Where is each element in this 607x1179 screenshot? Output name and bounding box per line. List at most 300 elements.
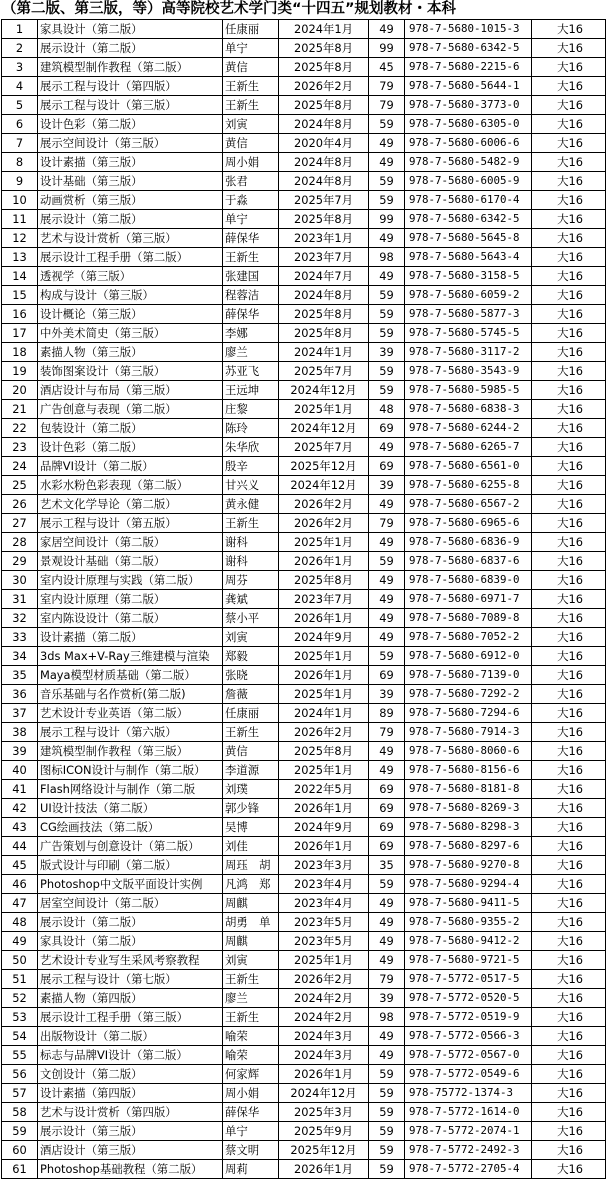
- book-format: 大16: [532, 286, 606, 305]
- book-author: 张晓: [223, 666, 279, 685]
- book-author: 单宁: [223, 1122, 279, 1141]
- book-title: 包装设计（第二版）: [38, 419, 223, 438]
- publish-date: 2025年12月: [279, 1141, 369, 1160]
- book-title: 展示设计（第二版）: [38, 39, 223, 58]
- table-row: [2, 989, 606, 1008]
- row-number: 34: [2, 647, 38, 666]
- publish-date: 2026年2月: [279, 514, 369, 533]
- book-price: 89: [369, 704, 405, 723]
- book-isbn: 978-7-5680-5745-5: [405, 324, 532, 343]
- publish-date: 2025年1月: [279, 533, 369, 552]
- book-author: 胡勇 单: [223, 913, 279, 932]
- publish-date: 2026年1月: [279, 609, 369, 628]
- book-isbn: 978-7-5680-6837-6: [405, 552, 532, 571]
- publish-date: 2025年9月: [279, 1122, 369, 1141]
- book-isbn: 978-7-5680-7292-2: [405, 685, 532, 704]
- book-format: 大16: [532, 1103, 606, 1122]
- publish-date: 2025年3月: [279, 1103, 369, 1122]
- table-row: [2, 324, 606, 343]
- row-number: 22: [2, 419, 38, 438]
- book-price: 69: [369, 799, 405, 818]
- book-title: Photoshop中文版平面设计实例: [38, 875, 223, 894]
- book-format: 大16: [532, 77, 606, 96]
- book-price: 49: [369, 628, 405, 647]
- row-number: 49: [2, 932, 38, 951]
- book-price: 59: [369, 1122, 405, 1141]
- publish-date: 2024年9月: [279, 628, 369, 647]
- publish-date: 2024年2月: [279, 1008, 369, 1027]
- table-row: [2, 248, 606, 267]
- row-number: 39: [2, 742, 38, 761]
- book-title: Photoshop基础教程（第二版）: [38, 1160, 223, 1179]
- table-row: [2, 96, 606, 115]
- book-author: 程蓉洁: [223, 286, 279, 305]
- book-format: 大16: [532, 1008, 606, 1027]
- table-row: [2, 39, 606, 58]
- publish-date: 2023年4月: [279, 894, 369, 913]
- book-format: 大16: [532, 894, 606, 913]
- publish-date: 2023年5月: [279, 913, 369, 932]
- book-title: 展示工程与设计（第三版）: [38, 96, 223, 115]
- book-title: 装饰图案设计（第三版）: [38, 362, 223, 381]
- book-format: 大16: [532, 875, 606, 894]
- book-format: 大16: [532, 305, 606, 324]
- book-author: 周麒: [223, 932, 279, 951]
- book-isbn: 978-7-5680-6006-6: [405, 134, 532, 153]
- book-title: 设计素描（第三版）: [38, 153, 223, 172]
- row-number: 61: [2, 1160, 38, 1179]
- book-format: 大16: [532, 134, 606, 153]
- book-isbn: 978-7-5680-6244-2: [405, 419, 532, 438]
- book-isbn: 978-7-5680-6971-7: [405, 590, 532, 609]
- book-format: 大16: [532, 533, 606, 552]
- book-price: 59: [369, 305, 405, 324]
- publish-date: 2025年1月: [279, 761, 369, 780]
- book-title: 展示设计（第二版）: [38, 913, 223, 932]
- publish-date: 2026年1月: [279, 666, 369, 685]
- book-isbn: 978-7-5772-0549-6: [405, 1065, 532, 1084]
- table-row: [2, 1008, 606, 1027]
- book-title: 展示设计工程手册（第二版）: [38, 248, 223, 267]
- row-number: 1: [2, 20, 38, 39]
- table-row: [2, 780, 606, 799]
- book-author: 刘寅: [223, 115, 279, 134]
- row-number: 14: [2, 267, 38, 286]
- book-author: 黄信: [223, 742, 279, 761]
- table-row: [2, 77, 606, 96]
- book-author: 周珏 胡: [223, 856, 279, 875]
- table-row: [2, 1065, 606, 1084]
- book-price: 79: [369, 77, 405, 96]
- book-title: 素描人物（第四版）: [38, 989, 223, 1008]
- book-format: 大16: [532, 1027, 606, 1046]
- book-isbn: 978-7-5680-6265-7: [405, 438, 532, 457]
- row-number: 45: [2, 856, 38, 875]
- book-author: 周麒: [223, 894, 279, 913]
- publish-date: 2024年9月: [279, 818, 369, 837]
- row-number: 16: [2, 305, 38, 324]
- publish-date: 2020年4月: [279, 134, 369, 153]
- publish-date: 2022年5月: [279, 780, 369, 799]
- table-row: [2, 115, 606, 134]
- book-isbn: 978-7-5680-7139-0: [405, 666, 532, 685]
- row-number: 9: [2, 172, 38, 191]
- row-number: 41: [2, 780, 38, 799]
- book-format: 大16: [532, 324, 606, 343]
- book-author: 苏亚飞: [223, 362, 279, 381]
- table-body: [2, 20, 606, 1179]
- book-format: 大16: [532, 419, 606, 438]
- book-price: 59: [369, 191, 405, 210]
- book-title: 广告创意与表现（第二版）: [38, 400, 223, 419]
- book-author: 刘佳: [223, 837, 279, 856]
- book-author: 王新生: [223, 77, 279, 96]
- publish-date: 2025年7月: [279, 438, 369, 457]
- book-format: 大16: [532, 647, 606, 666]
- book-title: 设计素描（第二版）: [38, 628, 223, 647]
- book-title: 构成与设计（第三版）: [38, 286, 223, 305]
- book-price: 59: [369, 286, 405, 305]
- row-number: 7: [2, 134, 38, 153]
- book-title: 版式设计与印刷（第二版）: [38, 856, 223, 875]
- book-format: 大16: [532, 571, 606, 590]
- publish-date: 2024年7月: [279, 267, 369, 286]
- publish-date: 2025年7月: [279, 191, 369, 210]
- publish-date: 2026年1月: [279, 837, 369, 856]
- table-row: [2, 951, 606, 970]
- table-row: [2, 229, 606, 248]
- book-format: 大16: [532, 590, 606, 609]
- book-price: 39: [369, 476, 405, 495]
- table-row: [2, 742, 606, 761]
- book-price: 69: [369, 419, 405, 438]
- row-number: 26: [2, 495, 38, 514]
- row-number: 28: [2, 533, 38, 552]
- row-number: 57: [2, 1084, 38, 1103]
- book-price: 69: [369, 780, 405, 799]
- book-price: 49: [369, 267, 405, 286]
- book-format: 大16: [532, 172, 606, 191]
- publish-date: 2025年1月: [279, 647, 369, 666]
- book-price: 49: [369, 20, 405, 39]
- book-author: 王新生: [223, 723, 279, 742]
- book-title: 艺术与设计赏析（第四版）: [38, 1103, 223, 1122]
- book-price: 39: [369, 989, 405, 1008]
- publish-date: 2025年8月: [279, 305, 369, 324]
- book-title: Maya模型材质基础（第二版）: [38, 666, 223, 685]
- table-row: [2, 571, 606, 590]
- book-title: 展示工程与设计（第七版）: [38, 970, 223, 989]
- book-format: 大16: [532, 96, 606, 115]
- book-author: 喻荣: [223, 1027, 279, 1046]
- book-price: 79: [369, 970, 405, 989]
- book-isbn: 978-7-5680-7052-2: [405, 628, 532, 647]
- book-price: 48: [369, 400, 405, 419]
- book-author: 何家辉: [223, 1065, 279, 1084]
- book-title: 家具设计（第二版）: [38, 20, 223, 39]
- row-number: 48: [2, 913, 38, 932]
- book-format: 大16: [532, 248, 606, 267]
- book-isbn: 978-7-5680-6342-5: [405, 210, 532, 229]
- book-format: 大16: [532, 1122, 606, 1141]
- book-price: 49: [369, 932, 405, 951]
- row-number: 60: [2, 1141, 38, 1160]
- book-title: 音乐基础与名作赏析(第二版): [38, 685, 223, 704]
- book-author: 吴博: [223, 818, 279, 837]
- book-author: 庄黎: [223, 400, 279, 419]
- book-author: 任康丽: [223, 20, 279, 39]
- book-isbn: 978-7-5680-3773-0: [405, 96, 532, 115]
- book-isbn: 978-7-5680-9411-5: [405, 894, 532, 913]
- table-row: [2, 818, 606, 837]
- book-isbn: 978-7-5772-2074-1: [405, 1122, 532, 1141]
- book-title: 建筑模型制作教程（第三版）: [38, 742, 223, 761]
- publish-date: 2024年1月: [279, 704, 369, 723]
- book-price: 98: [369, 248, 405, 267]
- book-title: 室内陈设设计（第二版）: [38, 609, 223, 628]
- book-author: 朱华欣: [223, 438, 279, 457]
- publish-date: 2023年7月: [279, 590, 369, 609]
- book-author: 黄信: [223, 134, 279, 153]
- publish-date: 2026年2月: [279, 723, 369, 742]
- row-number: 11: [2, 210, 38, 229]
- book-isbn: 978-7-5680-7089-8: [405, 609, 532, 628]
- book-isbn: 978-7-5680-6912-0: [405, 647, 532, 666]
- book-title: 设计色彩（第二版）: [38, 115, 223, 134]
- book-title: 设计基础（第三版）: [38, 172, 223, 191]
- book-format: 大16: [532, 761, 606, 780]
- table-row: [2, 457, 606, 476]
- book-isbn: 978-7-5680-2215-6: [405, 58, 532, 77]
- book-isbn: 978-7-5680-5985-5: [405, 381, 532, 400]
- book-author: 李娜: [223, 324, 279, 343]
- table-row: [2, 1160, 606, 1179]
- book-author: 周莉: [223, 1160, 279, 1179]
- book-author: 蔡文明: [223, 1141, 279, 1160]
- row-number: 2: [2, 39, 38, 58]
- book-isbn: 978-7-5680-3117-2: [405, 343, 532, 362]
- table-row: [2, 913, 606, 932]
- book-author: 蔡小平: [223, 609, 279, 628]
- book-author: 黄信: [223, 58, 279, 77]
- row-number: 58: [2, 1103, 38, 1122]
- row-number: 40: [2, 761, 38, 780]
- row-number: 17: [2, 324, 38, 343]
- book-author: 张君: [223, 172, 279, 191]
- book-isbn: 978-7-5772-1614-0: [405, 1103, 532, 1122]
- publish-date: 2024年8月: [279, 153, 369, 172]
- table-row: [2, 533, 606, 552]
- row-number: 50: [2, 951, 38, 970]
- book-format: 大16: [532, 1141, 606, 1160]
- book-price: 59: [369, 1065, 405, 1084]
- book-isbn: 978-7-5680-9270-8: [405, 856, 532, 875]
- row-number: 52: [2, 989, 38, 1008]
- book-format: 大16: [532, 818, 606, 837]
- publish-date: 2025年12月: [279, 457, 369, 476]
- table-row: [2, 666, 606, 685]
- publish-date: 2025年8月: [279, 210, 369, 229]
- book-price: 45: [369, 58, 405, 77]
- publish-date: 2023年4月: [279, 875, 369, 894]
- book-title: 展示空间设计（第三版）: [38, 134, 223, 153]
- book-author: 王新生: [223, 970, 279, 989]
- publish-date: 2024年8月: [279, 172, 369, 191]
- book-format: 大16: [532, 1084, 606, 1103]
- publish-date: 2026年1月: [279, 552, 369, 571]
- book-price: 39: [369, 343, 405, 362]
- table-row: [2, 20, 606, 39]
- book-price: 59: [369, 1160, 405, 1179]
- table-row: [2, 438, 606, 457]
- book-isbn: 978-7-5680-9721-5: [405, 951, 532, 970]
- book-title: 标志与品牌VI设计（第二版）: [38, 1046, 223, 1065]
- book-format: 大16: [532, 1046, 606, 1065]
- book-isbn: 978-7-5772-2705-4: [405, 1160, 532, 1179]
- book-author: 周小娟: [223, 153, 279, 172]
- book-title: 艺术设计专业英语（第二版）: [38, 704, 223, 723]
- book-author: 周小娟: [223, 1084, 279, 1103]
- book-author: 黄永健: [223, 495, 279, 514]
- book-author: 谢科: [223, 533, 279, 552]
- row-number: 8: [2, 153, 38, 172]
- row-number: 30: [2, 571, 38, 590]
- row-number: 42: [2, 799, 38, 818]
- table-row: [2, 210, 606, 229]
- book-author: 薛保华: [223, 229, 279, 248]
- row-number: 54: [2, 1027, 38, 1046]
- book-author: 喻荣: [223, 1046, 279, 1065]
- book-format: 大16: [532, 742, 606, 761]
- book-price: 69: [369, 457, 405, 476]
- book-isbn: 978-7-5772-0520-5: [405, 989, 532, 1008]
- book-title: 设计素描（第四版）: [38, 1084, 223, 1103]
- book-author: 刘寅: [223, 628, 279, 647]
- row-number: 47: [2, 894, 38, 913]
- book-format: 大16: [532, 1065, 606, 1084]
- book-price: 69: [369, 666, 405, 685]
- book-author: 王新生: [223, 96, 279, 115]
- publish-date: 2023年1月: [279, 229, 369, 248]
- book-price: 49: [369, 913, 405, 932]
- book-author: 詹薇: [223, 685, 279, 704]
- book-title: 展示工程与设计（第四版）: [38, 77, 223, 96]
- book-title: 建筑模型制作教程（第二版）: [38, 58, 223, 77]
- book-title: 中外美术简史（第三版）: [38, 324, 223, 343]
- book-title: 家居空间设计（第二版）: [38, 533, 223, 552]
- book-title: 3ds Max+V-Ray三维建模与渲染: [38, 647, 223, 666]
- book-price: 39: [369, 685, 405, 704]
- row-number: 33: [2, 628, 38, 647]
- row-number: 19: [2, 362, 38, 381]
- row-number: 27: [2, 514, 38, 533]
- book-price: 49: [369, 571, 405, 590]
- book-author: 王远坤: [223, 381, 279, 400]
- book-title: 居室空间设计（第二版）: [38, 894, 223, 913]
- row-number: 43: [2, 818, 38, 837]
- book-author: 李道源: [223, 761, 279, 780]
- book-author: 甘兴义: [223, 476, 279, 495]
- book-isbn: 978-7-5680-5644-1: [405, 77, 532, 96]
- book-format: 大16: [532, 476, 606, 495]
- book-isbn: 978-7-5772-0519-9: [405, 1008, 532, 1027]
- row-number: 3: [2, 58, 38, 77]
- table-row: [2, 647, 606, 666]
- book-price: 49: [369, 609, 405, 628]
- book-format: 大16: [532, 609, 606, 628]
- publish-date: 2023年7月: [279, 248, 369, 267]
- row-number: 29: [2, 552, 38, 571]
- book-title: Flash网络设计与制作（第二版: [38, 780, 223, 799]
- publish-date: 2023年5月: [279, 932, 369, 951]
- table-row: [2, 191, 606, 210]
- row-number: 6: [2, 115, 38, 134]
- publish-date: 2025年8月: [279, 58, 369, 77]
- book-author: 郑毅: [223, 647, 279, 666]
- book-format: 大16: [532, 343, 606, 362]
- book-format: 大16: [532, 400, 606, 419]
- table-row: [2, 476, 606, 495]
- book-format: 大16: [532, 628, 606, 647]
- book-title: 图标ICON设计与制作（第二版）: [38, 761, 223, 780]
- book-price: 59: [369, 324, 405, 343]
- table-row: [2, 932, 606, 951]
- book-author: 薛保华: [223, 305, 279, 324]
- book-price: 59: [369, 362, 405, 381]
- book-price: 49: [369, 894, 405, 913]
- book-isbn: 978-7-5680-6561-0: [405, 457, 532, 476]
- book-format: 大16: [532, 989, 606, 1008]
- book-author: 单宁: [223, 210, 279, 229]
- book-title: 展示工程与设计（第六版）: [38, 723, 223, 742]
- book-isbn: 978-7-5680-6836-9: [405, 533, 532, 552]
- book-isbn: 978-7-5680-8181-8: [405, 780, 532, 799]
- book-title: 展示设计工程手册（第三版）: [38, 1008, 223, 1027]
- book-price: 49: [369, 951, 405, 970]
- book-title: 素描人物（第三版）: [38, 343, 223, 362]
- table-row: [2, 419, 606, 438]
- book-price: 49: [369, 134, 405, 153]
- row-number: 38: [2, 723, 38, 742]
- book-price: 79: [369, 514, 405, 533]
- row-number: 24: [2, 457, 38, 476]
- row-number: 53: [2, 1008, 38, 1027]
- row-number: 51: [2, 970, 38, 989]
- book-title: 广告策划与创意设计（第二版）: [38, 837, 223, 856]
- book-isbn: 978-7-5772-0517-5: [405, 970, 532, 989]
- publish-date: 2024年1月: [279, 343, 369, 362]
- publish-date: 2024年12月: [279, 476, 369, 495]
- book-format: 大16: [532, 153, 606, 172]
- book-title: 出版物设计（第二版）: [38, 1027, 223, 1046]
- book-price: 59: [369, 1084, 405, 1103]
- book-format: 大16: [532, 229, 606, 248]
- book-format: 大16: [532, 58, 606, 77]
- book-format: 大16: [532, 780, 606, 799]
- table-row: [2, 856, 606, 875]
- book-isbn: 978-7-5680-8297-6: [405, 837, 532, 856]
- book-price: 59: [369, 1103, 405, 1122]
- publish-date: 2026年2月: [279, 495, 369, 514]
- book-author: 王新生: [223, 248, 279, 267]
- book-isbn: 978-7-5680-7294-6: [405, 704, 532, 723]
- table-row: [2, 343, 606, 362]
- table-row: [2, 495, 606, 514]
- book-isbn: 978-7-5680-9412-2: [405, 932, 532, 951]
- book-price: 69: [369, 837, 405, 856]
- row-number: 10: [2, 191, 38, 210]
- book-title: 动画赏析（第三版）: [38, 191, 223, 210]
